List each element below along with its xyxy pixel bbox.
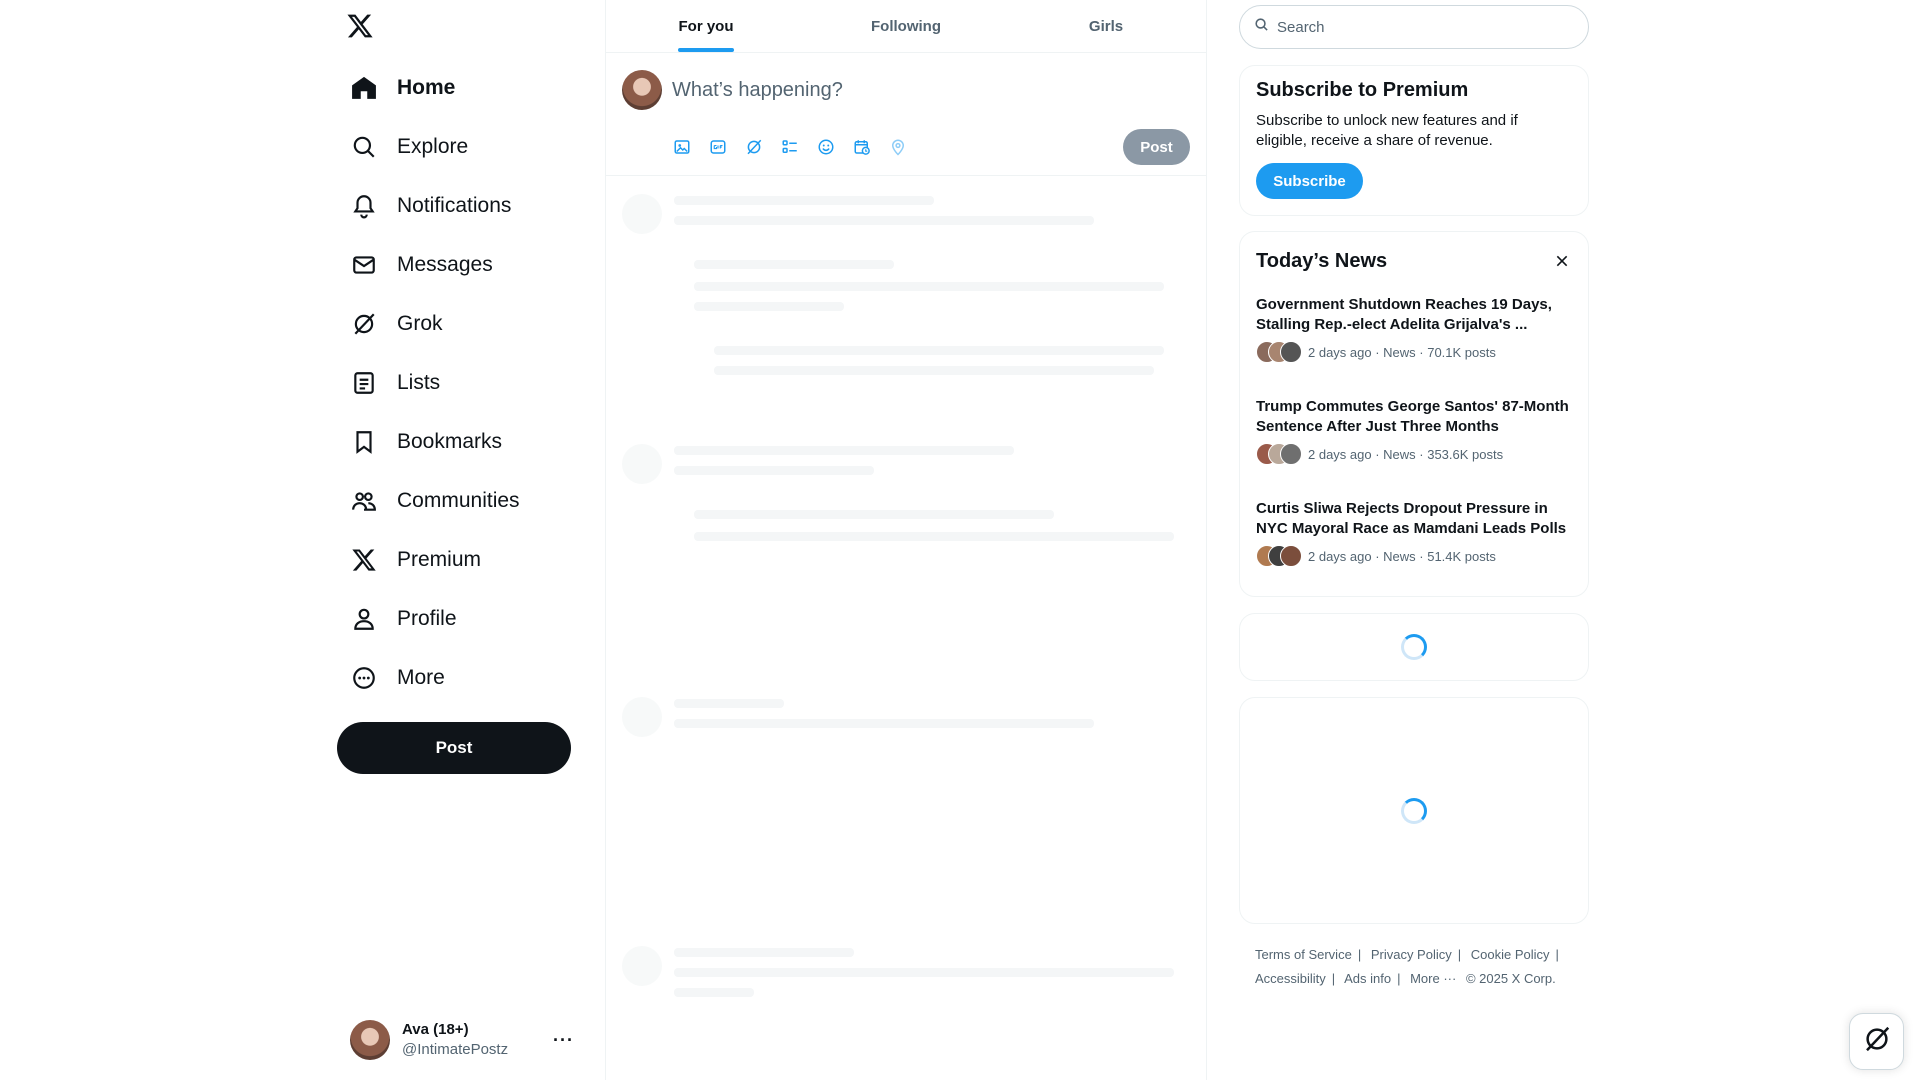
news-headline: Government Shutdown Reaches 19 Days, Stalling Rep.-elect Adelita Grijalva's ... xyxy=(1256,296,1552,333)
mail-icon xyxy=(350,252,377,279)
placeholder-avatar xyxy=(622,444,662,484)
composer-post-button[interactable]: Post xyxy=(1123,129,1190,165)
news-meta: 2 days ago · News · 70.1K posts xyxy=(1308,344,1496,360)
timeline-tabs xyxy=(606,0,1206,53)
nav-label: Profile xyxy=(397,607,457,630)
footer-link-terms[interactable]: Terms of Service xyxy=(1255,947,1352,962)
subscribe-button[interactable]: Subscribe xyxy=(1256,163,1363,199)
search-icon xyxy=(1254,17,1269,37)
news-headline: Trump Commutes George Santos' 87-Month Sentence After Just Three Months xyxy=(1256,398,1569,435)
account-name: Ava (18+) xyxy=(402,1021,469,1038)
placeholder-line xyxy=(674,446,1014,455)
nav-label: Notifications xyxy=(397,194,512,217)
grok-icon xyxy=(350,311,377,338)
placeholder-line xyxy=(674,216,1094,225)
news-headline: Curtis Sliwa Rejects Dropout Pressure in NYC Mayoral Race as Mamdani Leads Polls xyxy=(1256,500,1567,537)
account-switcher[interactable] xyxy=(338,1012,578,1068)
left-navigation xyxy=(330,0,606,1080)
placeholder-line xyxy=(694,302,844,311)
tab-following[interactable] xyxy=(806,0,1006,52)
schedule-icon[interactable] xyxy=(850,135,874,159)
avatar xyxy=(622,70,662,110)
loading-card xyxy=(1239,697,1589,924)
placeholder-line xyxy=(694,532,1174,541)
x-logo-icon[interactable] xyxy=(346,12,374,40)
placeholder-line xyxy=(674,196,934,205)
post-composer xyxy=(606,53,1206,176)
premium-description: Subscribe to unlock new features and if eligible, receive a share of revenue. xyxy=(1256,112,1518,149)
nav-label: Home xyxy=(397,76,456,99)
placeholder-line xyxy=(674,699,784,708)
search-input[interactable] xyxy=(1239,5,1589,49)
tab-label: Following xyxy=(871,17,941,35)
x-logo-icon xyxy=(350,547,377,574)
nav-item-home[interactable] xyxy=(338,63,467,113)
nav-item-premium[interactable] xyxy=(338,535,493,585)
news-title: Today’s News xyxy=(1256,249,1388,272)
nav-label: Explore xyxy=(397,135,469,158)
footer-link-cookie[interactable]: Cookie Policy xyxy=(1470,947,1550,962)
footer-copyright: © 2025 X Corp. xyxy=(1465,971,1556,986)
grok-icon[interactable] xyxy=(742,135,766,159)
nav-label: Lists xyxy=(397,371,441,394)
premium-card xyxy=(1239,65,1589,216)
nav-label: Grok xyxy=(397,312,443,335)
composer-toolbar xyxy=(670,135,910,159)
nav-label: More xyxy=(397,666,445,689)
search-placeholder: Search xyxy=(1277,18,1325,36)
premium-title: Subscribe to Premium xyxy=(1256,79,1469,101)
placeholder-line xyxy=(674,719,1094,728)
nav-item-messages[interactable] xyxy=(338,240,505,290)
account-handle: @IntimatePostz xyxy=(402,1041,509,1058)
right-sidebar xyxy=(1239,0,1589,1080)
composer-input[interactable]: What’s happening? xyxy=(672,79,843,101)
nav-item-grok[interactable] xyxy=(338,299,455,349)
bookmark-icon xyxy=(350,429,377,456)
placeholder-avatar xyxy=(622,194,662,234)
loading-card xyxy=(1239,613,1589,681)
news-meta: 2 days ago · News · 353.6K posts xyxy=(1308,446,1504,462)
placeholder-line xyxy=(674,988,754,997)
news-meta: 2 days ago · News · 51.4K posts xyxy=(1308,548,1496,564)
nav-item-bookmarks[interactable] xyxy=(338,417,514,467)
close-icon[interactable] xyxy=(1552,251,1572,271)
tab-girls[interactable] xyxy=(1006,0,1206,52)
tab-for-you[interactable] xyxy=(606,0,806,52)
placeholder-line xyxy=(674,948,854,957)
gif-icon[interactable] xyxy=(706,135,730,159)
news-item[interactable] xyxy=(1256,499,1572,588)
footer-link-more[interactable]: More ··· xyxy=(1410,971,1457,986)
grok-floating-button[interactable] xyxy=(1849,1013,1904,1070)
placeholder-line xyxy=(714,366,1154,375)
person-icon xyxy=(350,606,377,633)
placeholder-line xyxy=(674,968,1174,977)
image-icon[interactable] xyxy=(670,135,694,159)
grok-icon xyxy=(1862,1024,1892,1059)
avatar-group xyxy=(1256,443,1302,465)
bell-icon xyxy=(350,193,377,220)
nav-item-explore[interactable] xyxy=(338,122,480,172)
location-icon[interactable] xyxy=(886,135,910,159)
footer-links: Terms of Service | Privacy Policy | Cookie Policy | Accessibility | Ads info | More ··· © 2025 X Corp. xyxy=(1255,947,1559,986)
nav-label: Communities xyxy=(397,489,520,512)
emoji-icon[interactable] xyxy=(814,135,838,159)
placeholder-avatar xyxy=(622,946,662,986)
placeholder-avatar xyxy=(622,697,662,737)
more-circle-icon xyxy=(350,665,377,692)
poll-icon[interactable] xyxy=(778,135,802,159)
news-item[interactable] xyxy=(1256,295,1572,384)
nav-item-communities[interactable] xyxy=(338,476,532,526)
tab-label: Girls xyxy=(1088,17,1124,35)
tab-label: For you xyxy=(678,17,734,35)
footer-link-accessibility[interactable]: Accessibility xyxy=(1255,971,1326,986)
loading-spinner-icon xyxy=(1401,634,1427,660)
footer-link-ads[interactable]: Ads info xyxy=(1344,971,1392,986)
people-icon xyxy=(350,488,377,515)
nav-item-notifications[interactable] xyxy=(338,181,523,231)
active-tab-indicator xyxy=(678,48,734,52)
avatar-group xyxy=(1256,341,1302,363)
placeholder-line xyxy=(694,282,1164,291)
nav-label: Premium xyxy=(397,548,482,571)
footer-link-privacy[interactable]: Privacy Policy xyxy=(1370,947,1452,962)
nav-label: Messages xyxy=(397,253,493,276)
placeholder-line xyxy=(714,346,1164,355)
loading-spinner-icon xyxy=(1401,798,1427,824)
placeholder-line xyxy=(674,466,874,475)
placeholder-line xyxy=(694,510,1054,519)
avatar xyxy=(350,1020,390,1060)
home-icon xyxy=(350,75,377,102)
todays-news-card xyxy=(1239,231,1589,597)
post-button[interactable]: Post xyxy=(337,722,571,774)
news-item[interactable] xyxy=(1256,397,1572,486)
nav-item-profile[interactable] xyxy=(338,594,469,644)
list-icon xyxy=(350,370,377,397)
placeholder-line xyxy=(694,260,894,269)
more-dots-icon[interactable]: ··· xyxy=(553,1030,574,1050)
nav-item-lists[interactable] xyxy=(338,358,452,408)
search-icon xyxy=(350,134,377,161)
nav-item-more[interactable] xyxy=(338,653,457,703)
avatar-group xyxy=(1256,545,1302,567)
main-timeline xyxy=(605,0,1207,1080)
nav-label: Bookmarks xyxy=(397,430,503,453)
